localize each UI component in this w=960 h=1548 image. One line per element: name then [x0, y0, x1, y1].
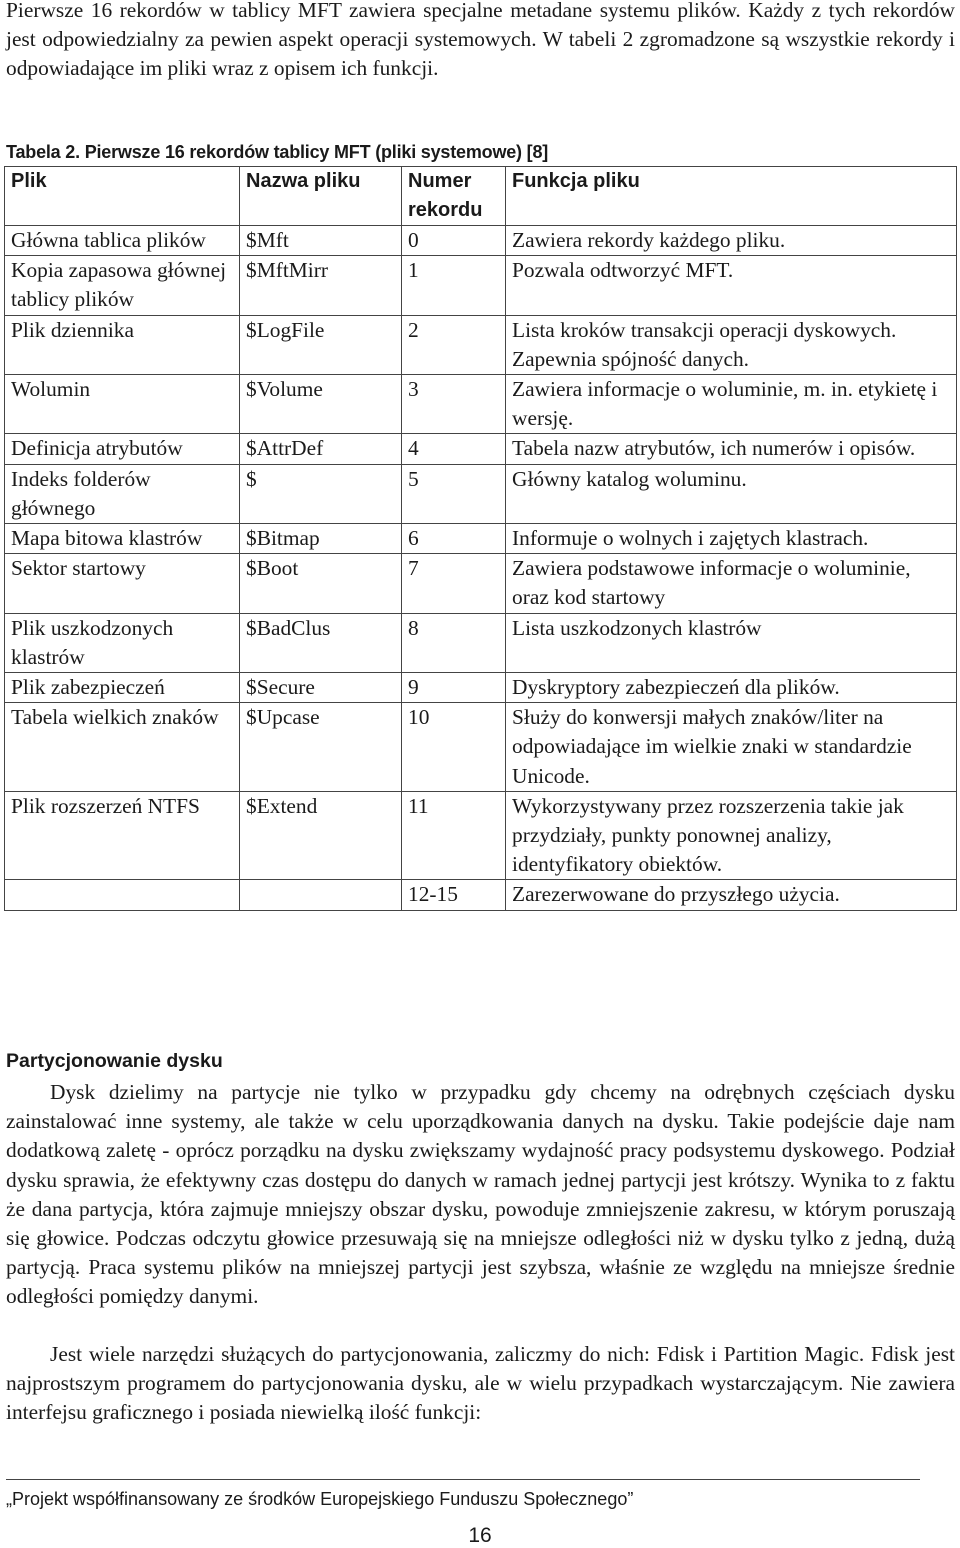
- header-nazwa-pliku: Nazwa pliku: [240, 167, 402, 226]
- table-caption: Tabela 2. Pierwsze 16 rekordów tablicy MFT (pliki systemowe) [8]: [6, 142, 549, 162]
- cell-funkcja-pliku: Zarezerwowane do przyszłego użycia.: [506, 880, 957, 910]
- cell-funkcja-pliku: Wykorzystywany przez rozszerzenia takie jak przydziały, punkty ponownej analizy, identyfikatory obiektów.: [506, 791, 957, 880]
- header-funkcja-pliku: Funkcja pliku: [506, 167, 957, 226]
- cell-numer-rekordu: 10: [402, 703, 506, 792]
- table-row: [5, 226, 957, 256]
- section-heading: Partycjonowanie dysku: [6, 1050, 223, 1072]
- header-numer-rekordu: Numer rekordu: [402, 167, 506, 226]
- cell-funkcja-pliku: Tabela nazw atrybutów, ich numerów i opisów.: [506, 434, 957, 464]
- cell-funkcja-pliku: Służy do konwersji małych znaków/liter na odpowiadające im wielkie znaki w standardzie Unicode.: [506, 703, 957, 792]
- cell-funkcja-pliku: Zawiera podstawowe informacje o woluminie, oraz kod startowy: [506, 554, 957, 613]
- table-row: [5, 464, 957, 523]
- cell-numer-rekordu: 2: [402, 315, 506, 374]
- table-row: [5, 256, 957, 315]
- table-row: [5, 524, 957, 554]
- intro-paragraph: Pierwsze 16 rekordów w tablicy MFT zawiera specjalne metadane systemu plików. Każdy z tych rekordów jest odpowiedzialny za pewien aspekt operacji systemowych. W tabeli 2 zgromadzone są wszystkie rekordy i odpowiadające im pliki wraz z opisem ich funkcji.: [6, 0, 955, 81]
- cell-funkcja-pliku: Informuje o wolnych i zajętych klastrach.: [506, 524, 957, 554]
- cell-funkcja-pliku: Pozwala odtworzyć MFT.: [506, 256, 957, 315]
- cell-numer-rekordu: 12-15: [402, 880, 506, 910]
- cell-nazwa-pliku: $Secure: [240, 673, 402, 703]
- cell-funkcja-pliku: Lista kroków transakcji operacji dyskowych. Zapewnia spójność danych.: [506, 315, 957, 374]
- cell-plik: Mapa bitowa klastrów: [5, 524, 240, 554]
- cell-nazwa-pliku: [240, 880, 402, 910]
- cell-nazwa-pliku: $Bitmap: [240, 524, 402, 554]
- cell-plik: Tabela wielkich znaków: [5, 703, 240, 792]
- table-header-row: [5, 167, 957, 226]
- cell-numer-rekordu: 9: [402, 673, 506, 703]
- cell-plik: Definicja atrybutów: [5, 434, 240, 464]
- cell-nazwa-pliku: $BadClus: [240, 613, 402, 672]
- section-paragraph-2: Jest wiele narzędzi służących do partycjonowania, zaliczmy do nich: Fdisk i Partition Magic. Fdisk jest najprostszym programem do partycjonowania dysku, ale w wielu przypadkach wystarczającym. Nie zawiera interfejsu graficznego i posiada niewielką ilość funkcji:: [6, 1342, 955, 1425]
- cell-funkcja-pliku: Zawiera informacje o woluminie, m. in. etykietę i wersję.: [506, 375, 957, 434]
- cell-plik: Główna tablica plików: [5, 226, 240, 256]
- cell-nazwa-pliku: $LogFile: [240, 315, 402, 374]
- table-row: [5, 880, 957, 910]
- cell-funkcja-pliku: Główny katalog woluminu.: [506, 464, 957, 523]
- cell-plik: Plik rozszerzeń NTFS: [5, 791, 240, 880]
- cell-numer-rekordu: 4: [402, 434, 506, 464]
- cell-plik: Sektor startowy: [5, 554, 240, 613]
- table-row: [5, 375, 957, 434]
- cell-numer-rekordu: 7: [402, 554, 506, 613]
- cell-nazwa-pliku: $Volume: [240, 375, 402, 434]
- table-row: [5, 673, 957, 703]
- cell-nazwa-pliku: $Upcase: [240, 703, 402, 792]
- cell-nazwa-pliku: $Boot: [240, 554, 402, 613]
- cell-plik: Kopia zapasowa głównej tablicy plików: [5, 256, 240, 315]
- cell-numer-rekordu: 1: [402, 256, 506, 315]
- footer-note: „Projekt współfinansowany ze środków Europejskiego Funduszu Społecznego”: [6, 1489, 634, 1509]
- table-row: [5, 315, 957, 374]
- cell-funkcja-pliku: Lista uszkodzonych klastrów: [506, 613, 957, 672]
- cell-nazwa-pliku: $: [240, 464, 402, 523]
- table-row: [5, 554, 957, 613]
- cell-funkcja-pliku: Zawiera rekordy każdego pliku.: [506, 226, 957, 256]
- cell-plik: Plik dziennika: [5, 315, 240, 374]
- table-row: [5, 434, 957, 464]
- mft-records-table: [4, 166, 957, 911]
- cell-numer-rekordu: 5: [402, 464, 506, 523]
- footer-divider: [6, 1479, 920, 1480]
- cell-nazwa-pliku: $AttrDef: [240, 434, 402, 464]
- cell-plik: Wolumin: [5, 375, 240, 434]
- cell-plik: Indeks folderów głównego: [5, 464, 240, 523]
- cell-numer-rekordu: 6: [402, 524, 506, 554]
- section-paragraph-1: Dysk dzielimy na partycje nie tylko w przypadku gdy chcemy na odrębnych częściach dysku zainstalować inne systemy, ale także w celu uporządkowania danych na dysku. Takie podejście daje nam dodatkową zaletę - oprócz porządku na dysku zwiększamy wydajność pracy podsystemu dyskowego. Podział dysku sprawia, że efektywny czas dostępu do danych w ramach jednej partycji jest krótszy. Wynika to z faktu że dana partycja, która zajmuje mniejszy obszar dysku, powoduje zmniejszenie zakresu, w którym poruszają się głowice. Podczas odczytu głowice przesuwają się na mniejsze odległości niż w dysku tylko z jedną, dużą partycją. Praca systemu plików na mniejszej partycji jest szybsza, właśnie ze względu na mniejsze średnie odległości pomiędzy danymi.: [6, 1080, 955, 1309]
- cell-plik: [5, 880, 240, 910]
- table-row: [5, 791, 957, 880]
- cell-nazwa-pliku: $Mft: [240, 226, 402, 256]
- cell-funkcja-pliku: Dyskryptory zabezpieczeń dla plików.: [506, 673, 957, 703]
- table-row: [5, 703, 957, 792]
- cell-numer-rekordu: 8: [402, 613, 506, 672]
- table-body: [5, 226, 957, 911]
- cell-plik: Plik zabezpieczeń: [5, 673, 240, 703]
- cell-plik: Plik uszkodzonych klastrów: [5, 613, 240, 672]
- cell-numer-rekordu: 0: [402, 226, 506, 256]
- header-plik: Plik: [5, 167, 240, 226]
- table-row: [5, 613, 957, 672]
- cell-numer-rekordu: 11: [402, 791, 506, 880]
- page-number: 16: [468, 1524, 492, 1547]
- cell-numer-rekordu: 3: [402, 375, 506, 434]
- cell-nazwa-pliku: $Extend: [240, 791, 402, 880]
- cell-nazwa-pliku: $MftMirr: [240, 256, 402, 315]
